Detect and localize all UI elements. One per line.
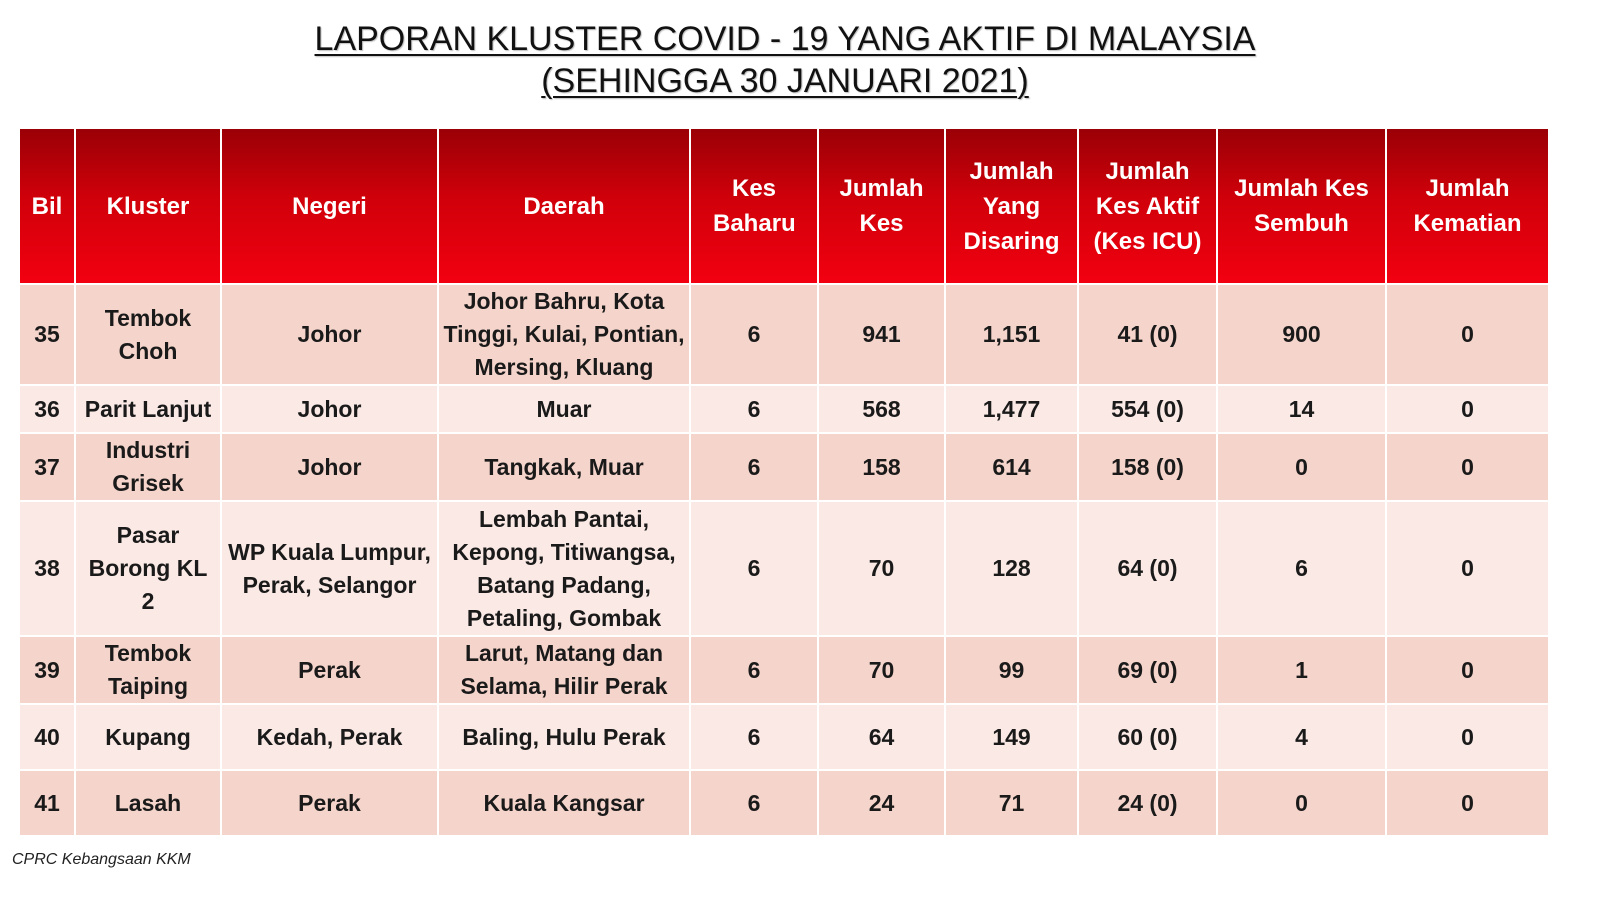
cell-jumlah-kes-sembuh: 1 [1217,636,1386,704]
cell-jumlah-kes: 158 [818,433,945,501]
cell-jumlah-kematian: 0 [1386,501,1549,636]
cell-jumlah-kes: 941 [818,284,945,385]
cell-daerah: Lembah Pantai, Kepong, Titiwangsa, Batang Padang, Petaling, Gombak [438,501,690,636]
header-jumlah-disaring: Jumlah Yang Disaring [945,128,1078,284]
cell-jumlah-disaring: 1,151 [945,284,1078,385]
cell-jumlah-kes-sembuh: 0 [1217,433,1386,501]
cell-daerah: Kuala Kangsar [438,770,690,836]
header-jumlah-kes-sembuh: Jumlah Kes Sembuh [1217,128,1386,284]
source-footer: CPRC Kebangsaan KKM [12,851,191,868]
header-daerah: Daerah [438,128,690,284]
cell-jumlah-kes-sembuh: 14 [1217,385,1386,433]
cell-jumlah-kes-aktif: 554 (0) [1078,385,1217,433]
cell-jumlah-disaring: 1,477 [945,385,1078,433]
table-row [19,385,1549,433]
cell-jumlah-kes-aktif: 41 (0) [1078,284,1217,385]
cell-kes-baharu: 6 [690,770,818,836]
cell-daerah: Tangkak, Muar [438,433,690,501]
cell-jumlah-kes: 64 [818,704,945,770]
cell-jumlah-kes-aktif: 69 (0) [1078,636,1217,704]
header-kluster: Kluster [75,128,221,284]
table-row [19,704,1549,770]
cell-kes-baharu: 6 [690,433,818,501]
cell-jumlah-kematian: 0 [1386,385,1549,433]
header-bil: Bil [19,128,75,284]
cell-jumlah-kes-sembuh: 4 [1217,704,1386,770]
report-title-line1: LAPORAN KLUSTER COVID - 19 YANG AKTIF DI MALAYSIA [314,20,1256,58]
cell-jumlah-kes-sembuh: 900 [1217,284,1386,385]
cell-jumlah-kematian: 0 [1386,433,1549,501]
header-jumlah-kes-aktif: Jumlah Kes Aktif (Kes ICU) [1078,128,1217,284]
table-row [19,501,1549,636]
report-title-line2: (SEHINGGA 30 JANUARI 2021) [541,62,1029,100]
table-row [19,770,1549,836]
cluster-table [18,127,1550,837]
cell-kes-baharu: 6 [690,284,818,385]
cell-kluster: Industri Grisek [75,433,221,501]
cell-bil: 37 [19,433,75,501]
cell-jumlah-kes-sembuh: 6 [1217,501,1386,636]
cell-kes-baharu: 6 [690,501,818,636]
cell-jumlah-kes-aktif: 24 (0) [1078,770,1217,836]
table-row [19,284,1549,385]
header-jumlah-kes: Jumlah Kes [818,128,945,284]
cell-kluster: Lasah [75,770,221,836]
cell-jumlah-kematian: 0 [1386,704,1549,770]
cell-daerah: Johor Bahru, Kota Tinggi, Kulai, Pontian, Mersing, Kluang [438,284,690,385]
cell-kes-baharu: 6 [690,385,818,433]
cell-jumlah-disaring: 128 [945,501,1078,636]
header-negeri: Negeri [221,128,438,284]
cell-kluster: Kupang [75,704,221,770]
cell-bil: 39 [19,636,75,704]
cell-daerah: Larut, Matang dan Selama, Hilir Perak [438,636,690,704]
cell-jumlah-disaring: 71 [945,770,1078,836]
cell-jumlah-disaring: 99 [945,636,1078,704]
table-body [19,284,1549,836]
cell-kluster: Pasar Borong KL 2 [75,501,221,636]
cell-daerah: Baling, Hulu Perak [438,704,690,770]
cell-jumlah-kes-aktif: 64 (0) [1078,501,1217,636]
table-row [19,433,1549,501]
cell-jumlah-kes-sembuh: 0 [1217,770,1386,836]
cell-kluster: Tembok Taiping [75,636,221,704]
cell-jumlah-kes: 70 [818,636,945,704]
cell-jumlah-kes: 24 [818,770,945,836]
cell-negeri: Kedah, Perak [221,704,438,770]
cell-daerah: Muar [438,385,690,433]
header-jumlah-kematian: Jumlah Kematian [1386,128,1549,284]
cell-bil: 40 [19,704,75,770]
cell-kes-baharu: 6 [690,636,818,704]
table-row [19,636,1549,704]
cell-jumlah-kematian: 0 [1386,284,1549,385]
report-title [0,18,1570,102]
cell-bil: 41 [19,770,75,836]
table-header-row [19,128,1549,284]
cell-negeri: Johor [221,385,438,433]
cell-jumlah-kes-aktif: 158 (0) [1078,433,1217,501]
cell-bil: 35 [19,284,75,385]
cell-kluster: Tembok Choh [75,284,221,385]
cell-jumlah-disaring: 614 [945,433,1078,501]
cell-jumlah-kematian: 0 [1386,770,1549,836]
cell-jumlah-kes-aktif: 60 (0) [1078,704,1217,770]
cell-jumlah-disaring: 149 [945,704,1078,770]
header-kes-baharu: Kes Baharu [690,128,818,284]
cell-kluster: Parit Lanjut [75,385,221,433]
cell-negeri: WP Kuala Lumpur, Perak, Selangor [221,501,438,636]
cell-negeri: Perak [221,636,438,704]
cell-jumlah-kes: 70 [818,501,945,636]
cell-negeri: Perak [221,770,438,836]
cell-bil: 38 [19,501,75,636]
cell-kes-baharu: 6 [690,704,818,770]
cell-bil: 36 [19,385,75,433]
cell-negeri: Johor [221,433,438,501]
cell-negeri: Johor [221,284,438,385]
cell-jumlah-kes: 568 [818,385,945,433]
cell-jumlah-kematian: 0 [1386,636,1549,704]
